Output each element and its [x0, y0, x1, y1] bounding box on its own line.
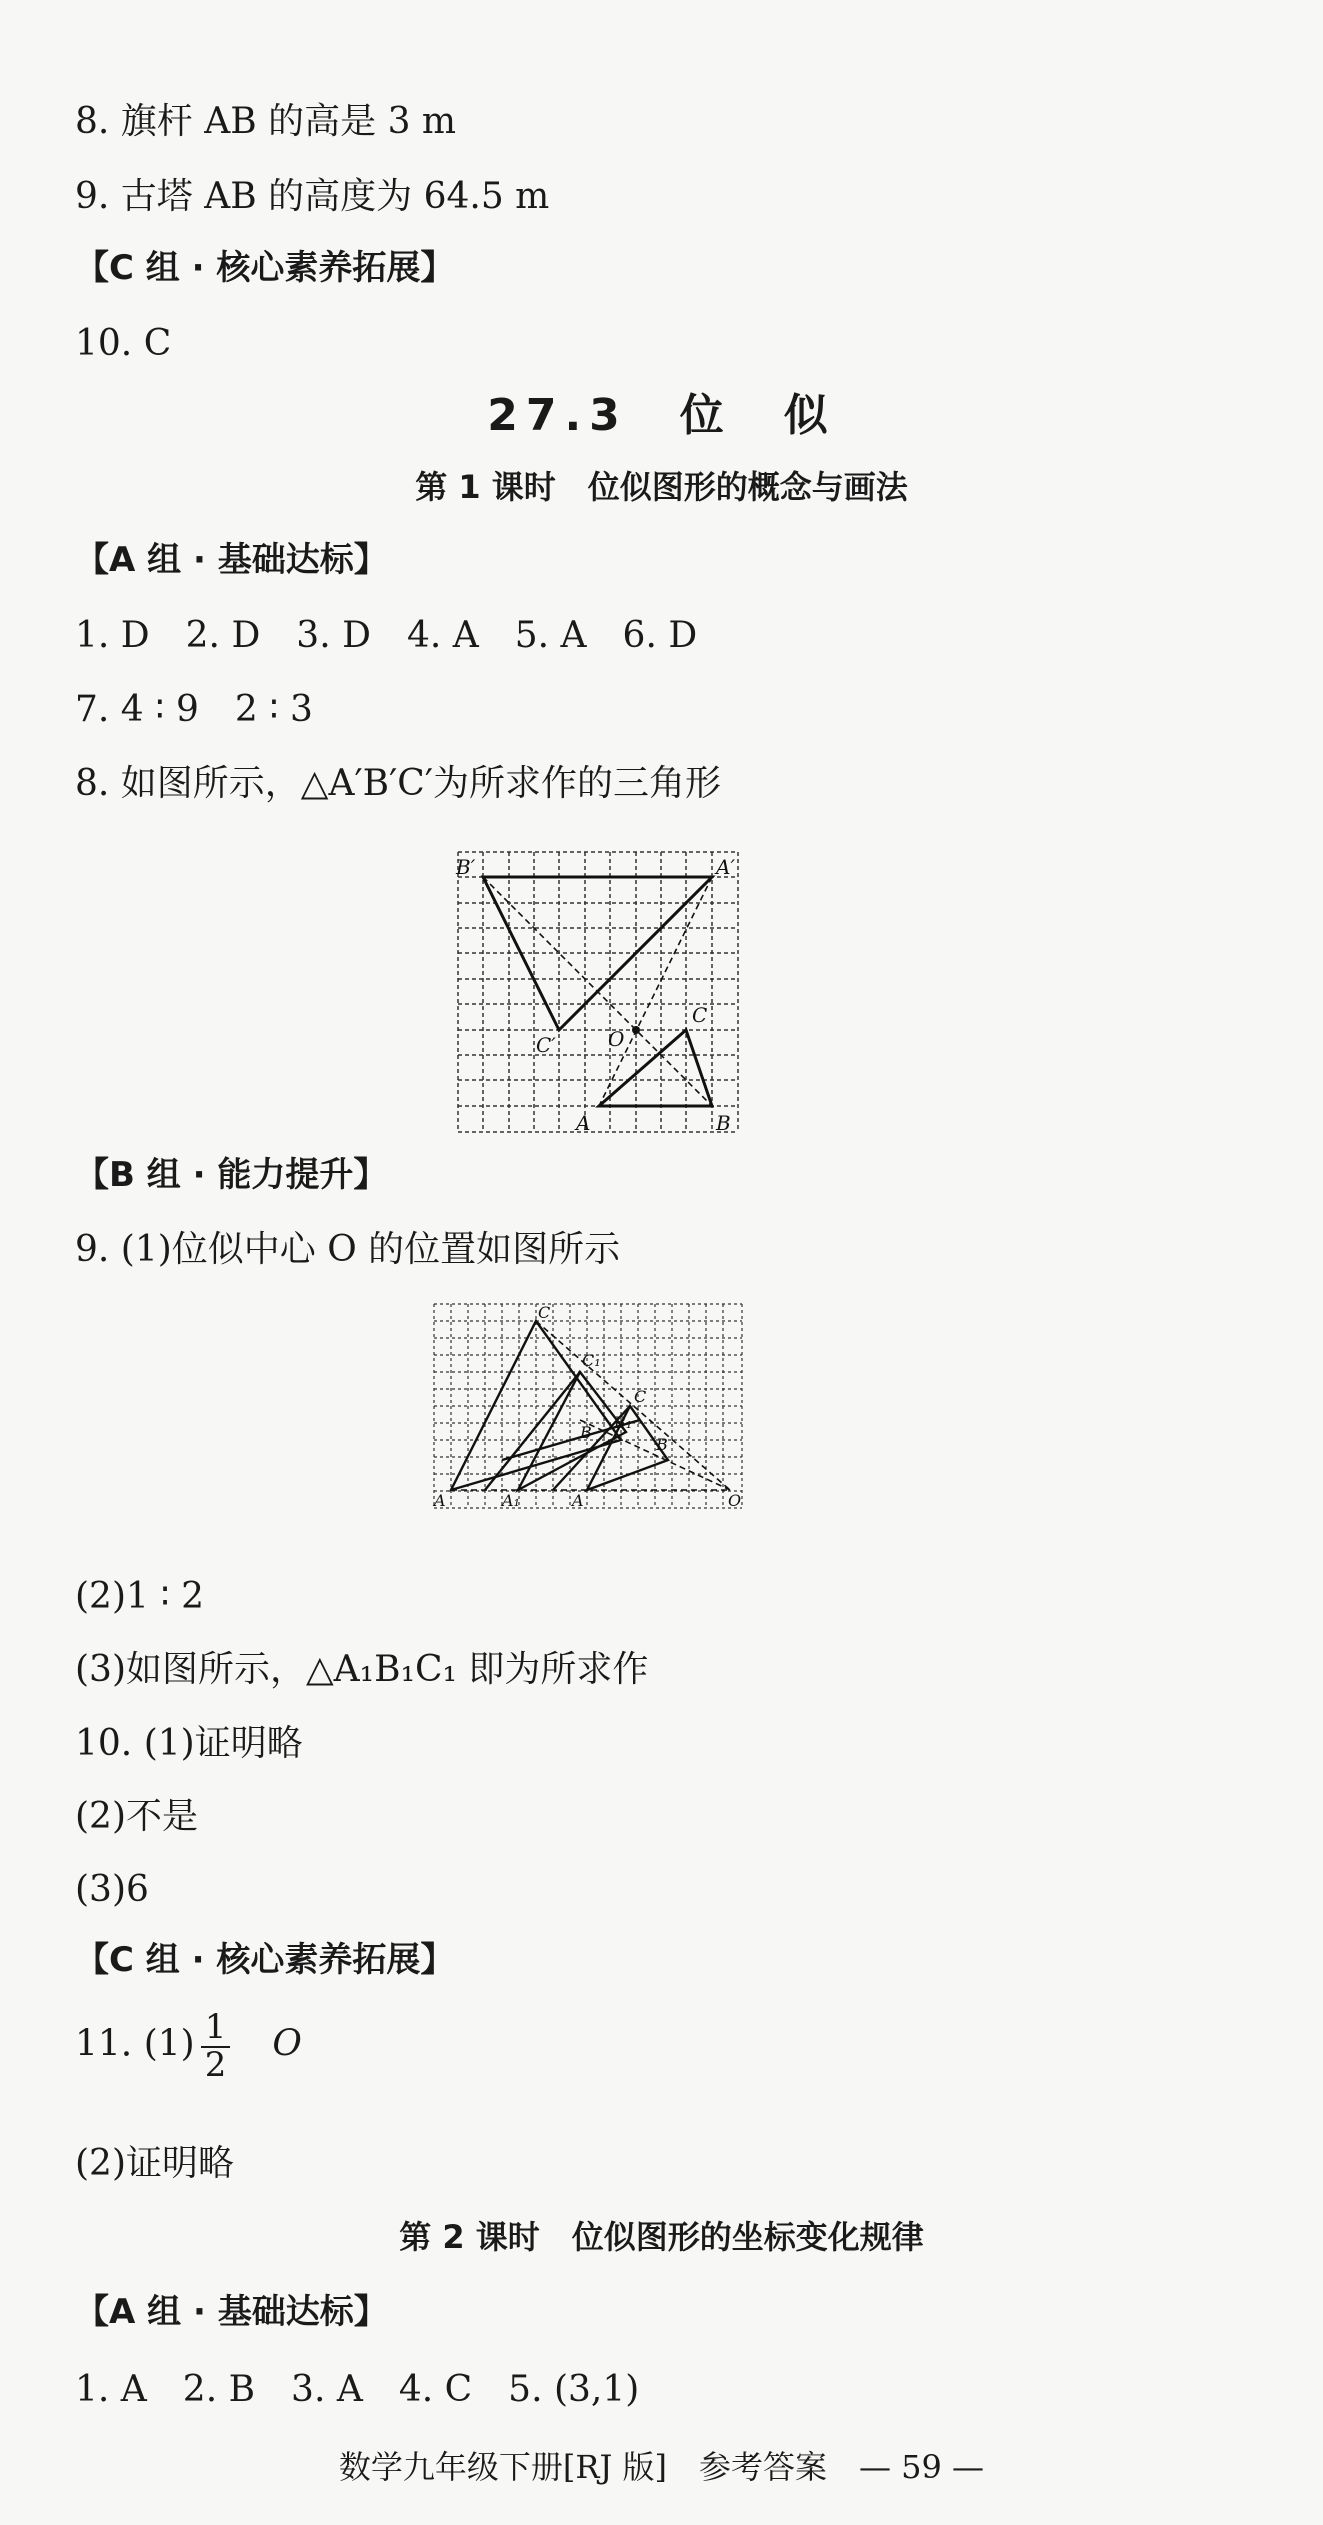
- answer-11-1: [75, 2007, 302, 2085]
- fraction-numerator: 1: [201, 2010, 231, 2048]
- section-title: 27.3 位 似: [487, 390, 836, 441]
- label-a-large: A: [434, 1491, 446, 1510]
- answer-9-3: (3)如图所示，△A₁B₁C₁ 即为所求作: [75, 1649, 649, 1690]
- group-c-heading-1: 【C 组 · 核心素养拓展】: [75, 248, 455, 288]
- label-b1: B₁: [614, 1413, 633, 1432]
- answer-11-2: (2)证明略: [75, 2143, 234, 2184]
- label-b-large: B: [580, 1423, 592, 1442]
- label-a: A: [576, 1111, 591, 1135]
- answer-11-suffix: O: [272, 2023, 302, 2065]
- grid-2: [434, 1304, 742, 1508]
- answer-8: 8. 旗杆 AB 的高是 3 m: [75, 101, 457, 142]
- lesson-1-title: 第 1 课时 位似图形的概念与画法: [415, 468, 908, 506]
- label-c-small: C: [634, 1387, 647, 1406]
- label-a1: A₁: [502, 1491, 520, 1510]
- fraction-denominator: 2: [204, 2044, 227, 2085]
- answer-10: 10. C: [75, 323, 172, 364]
- page-footer: 数学九年级下册[RJ 版] 参考答案 — 59 —: [338, 2448, 985, 2486]
- segment-1: [485, 1372, 580, 1490]
- figure-homothety-1: [446, 840, 746, 1140]
- label-c1: C₁: [582, 1351, 601, 1370]
- label-a-prime: A′: [716, 855, 735, 879]
- answer-10-2: (2)不是: [75, 1796, 198, 1837]
- answer-7: 7. 4 ∶ 9 2 ∶ 3: [75, 689, 313, 730]
- figure-homothety-2: [430, 1300, 746, 1522]
- label-a-small: A: [572, 1491, 584, 1510]
- answers-1-6: 1. D 2. D 3. D 4. A 5. A 6. D: [75, 615, 698, 656]
- answer-9: 9. 古塔 AB 的高度为 64.5 m: [75, 176, 550, 217]
- label-c: C: [692, 1003, 708, 1027]
- label-b-prime: B′: [456, 855, 476, 879]
- label-c-prime: C′: [536, 1033, 556, 1057]
- answer-9-2: (2)1 ∶ 2: [75, 1576, 205, 1617]
- answer-11-prefix: 11. (1): [75, 2023, 195, 2065]
- label-o: O: [608, 1027, 625, 1051]
- answer-10-3: (3)6: [75, 1869, 149, 1910]
- answer-9-1: 9. (1)位似中心 O 的位置如图所示: [75, 1229, 621, 1270]
- label-o-2: O: [728, 1491, 742, 1510]
- group-a-heading-1: 【A 组 · 基础达标】: [75, 540, 388, 580]
- group-c-heading-2: 【C 组 · 核心素养拓展】: [75, 1940, 455, 1980]
- triangle-a1b1c1: [518, 1372, 626, 1490]
- group-b-heading: 【B 组 · 能力提升】: [75, 1155, 388, 1195]
- answers-lesson-2: 1. A 2. B 3. A 4. C 5. (3,1): [75, 2369, 640, 2410]
- center-point-o: [632, 1026, 640, 1034]
- label-c-large: C: [538, 1303, 551, 1322]
- lesson-2-title: 第 2 课时 位似图形的坐标变化规律: [399, 2218, 924, 2256]
- label-b-small: B: [656, 1435, 668, 1454]
- answer-8-figure-caption: 8. 如图所示，△A′B′C′为所求作的三角形: [75, 763, 721, 804]
- answer-10-1: 10. (1)证明略: [75, 1723, 303, 1764]
- group-a-heading-2: 【A 组 · 基础达标】: [75, 2292, 388, 2332]
- fraction-one-half: [201, 2007, 231, 2085]
- label-b: B: [716, 1111, 731, 1135]
